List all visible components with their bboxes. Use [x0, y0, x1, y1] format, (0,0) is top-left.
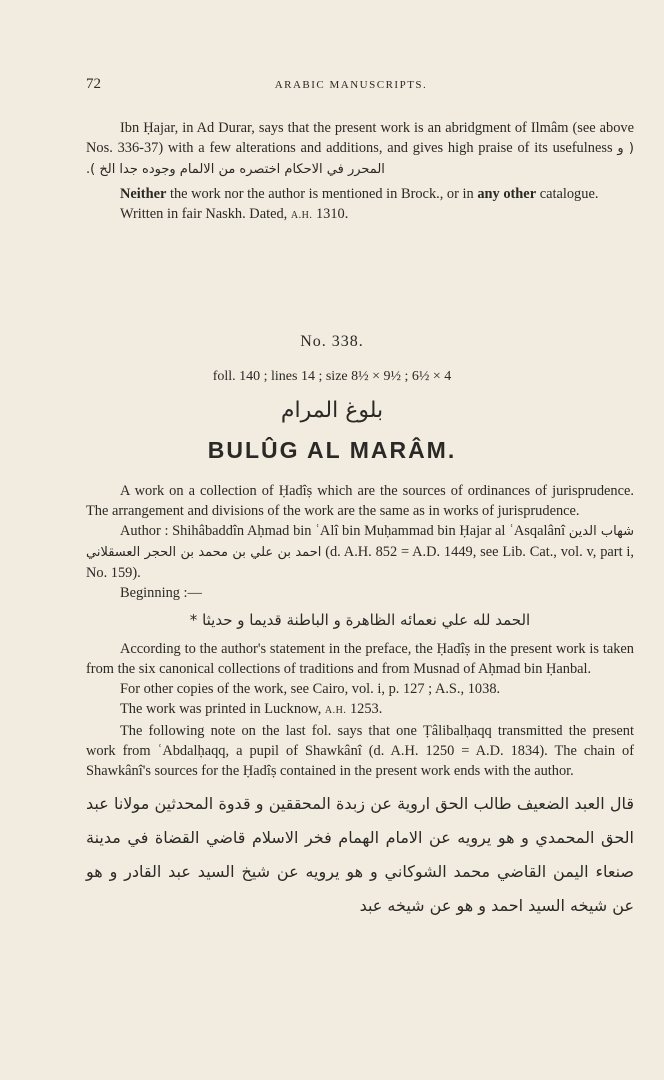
- page-header: [86, 76, 616, 98]
- description: A work on a collection of Ḥadîṣ which are the sources of ordinances of jurisprudence. The arrangement and divisions of the work are the same as in works of jurisprudence.: [86, 483, 634, 519]
- entry-body: [86, 481, 634, 939]
- arabic-title: بلوغ المرام: [280, 398, 384, 423]
- beginning-label: Beginning :—: [120, 585, 202, 601]
- arabic-note: قال العبد الضعيف طالب الحق اروية عن زبدة المحققين و قدوة المحدثين مولانا عبد الحق المحمدي و هو يرويه عن الامام الهمام فخر الاسلام قاضي القضاة في مدينة صنعاء اليمن القاضي محمد الشوكاني و هو يرويه عن شيخ السيد عبد القادر و هو عن شيخه السيد احمد و هو عن شيخه عبد: [86, 794, 634, 915]
- entry-number: No. 338.: [300, 333, 364, 350]
- printed-para: The work was printed in Lucknow, A.H. 1253.: [120, 701, 383, 717]
- running-title: ARABIC MANUSCRIPTS.: [274, 79, 428, 91]
- previous-entry-para3: Written in fair Naskh. Dated, A.H. 1310.: [120, 206, 349, 222]
- entry-title: BULÛG AL MARÂM.: [207, 437, 457, 463]
- preface-para: According to the author's statement in the preface, the Ḥadîṣ in the present work is taken from the six canonical collections of traditions and from Musnad of Aḥmad bin Ḥanbal.: [86, 641, 634, 677]
- previous-entry: [86, 118, 634, 226]
- page-number: 72: [86, 76, 101, 92]
- beginning-arabic: الحمد لله علي نعمائه الظاهرة و الباطنة قديما و حديثا *: [189, 611, 531, 629]
- arabic-quote: ( و المحرر في الاحكام اختصره من الالمام وجوده جدا الخ ).: [86, 141, 634, 177]
- entry-meta: foll. 140 ; lines 14 ; size 8½ × 9½ ; 6½ × 4: [212, 369, 452, 384]
- author-line: Author : Shihâbaddîn Aḥmad bin ʿAlî bin Muḥammad bin Ḥajar al ʿAsqalânî شهاب الدين احمد بن علي بن محمد بن الحجر العسقلاني (d. A.H. 852 = A.D. 1449, see Lib. Cat., vol. v, part i, No. 159).: [86, 523, 634, 581]
- previous-entry-para2: Neither the work nor the author is mentioned in Brock., or in any other catalogue.: [120, 186, 599, 202]
- note-para: The following note on the last fol. says that one Ṭâlibalḥaqq transmitted the present work from ʿAbdalḥaqq, a pupil of Shawkânî (d. A.H. 1250 = A.D. 1834). The chain of Shawkânî's sources for the Ḥadîṣ contained in the present work ends with the author.: [86, 723, 634, 779]
- copies-para: For other copies of the work, see Cairo, vol. i, p. 127 ; A.S., 1038.: [120, 681, 501, 697]
- previous-entry-para1: Ibn Ḥajar, in Ad Durar, says that the present work is an abridgment of Ilmâm (see above Nos. 336-37) with a few alterations and additions, and gives high praise of its usefulness ( و المحرر في الاحكام اختصره من الالمام وجوده جدا الخ ).: [86, 120, 634, 177]
